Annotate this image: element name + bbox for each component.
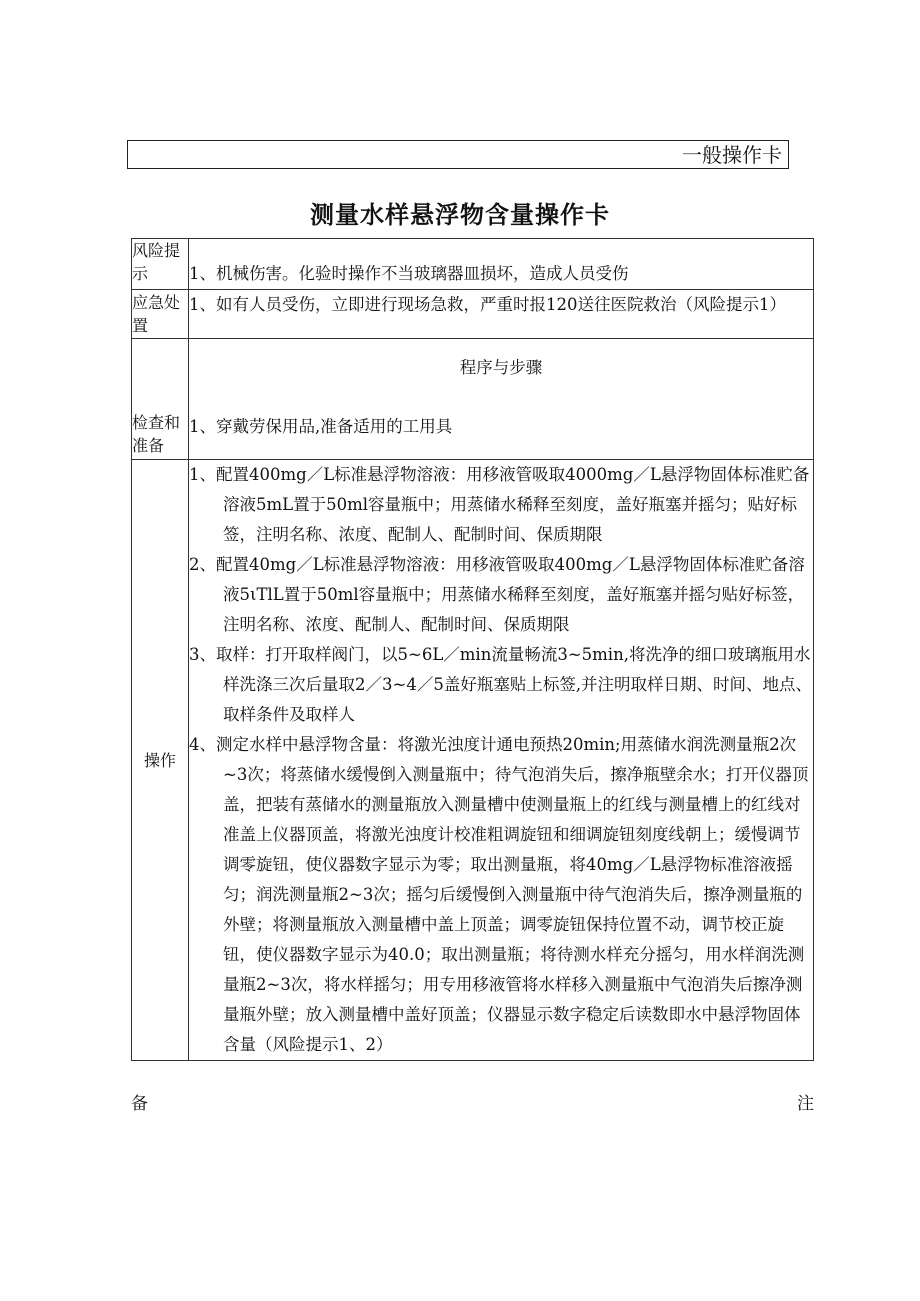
operation-step: 4、测定水样中悬浮物含量：将激光浊度计通电预热20min;用蒸储水润洗测量瓶2次~3次；将蒸储水缓慢倒入测量瓶中；待气泡消失后，擦净瓶壁余水；打开仪器顶盖，把装有蒸储水的测量瓶放入测量槽中使测量瓶上的红线与测量槽上的红线对准盖上仪器顶盖，将激光浊度计校准粗调旋钮和细调旋钮刻度线朝上；缓慢调节调零旋钮，使仪器数字显示为零；取出测量瓶，将40mg／L悬浮物标准溶液摇匀；润洗测量瓶2~3次；摇匀后缓慢倒入测量瓶中待气泡消失后，擦净测量瓶的外壁；将测量瓶放入测量槽中盖上顶盖；调零旋钮保持位置不动，调节校正旋钮，使仪器数字显示为40.0；取出测量瓶；将待测水样充分摇匀，用水样润洗测量瓶2~3次，将水样摇匀；用专用移液管将水样移入测量瓶中气泡消失后擦净测量瓶外壁；放入测量槽中盖好顶盖；仪器显示数字稳定后读数即水中悬浮物固体含量（风险提示1、2） [189, 735, 809, 1054]
risk-item: 1、机械伤害。化验时操作不当玻璃器皿损坏，造成人员受伤 [189, 264, 629, 283]
risk-label: 风险提 示 [132, 239, 189, 290]
remarks-label-left: 备 [131, 1094, 148, 1114]
emergency-content [189, 290, 814, 339]
operation-content [189, 460, 814, 1061]
emergency-label: 应急处 置 [132, 290, 189, 339]
risk-row [132, 239, 814, 290]
operation-step: 2、配置40mg／L标准悬浮物溶液：用移液管吸取400mg／L悬浮物固体标准贮备溶液5ιTlL置于50ml容量瓶中；用蒸储水稀释至刻度，盖好瓶塞并摇匀贴好标签，注明名称、浓度、配制人、配制时间、保质期限 [189, 555, 805, 634]
operation-row [132, 460, 814, 1061]
operation-card-table [131, 238, 814, 1061]
emergency-row [132, 290, 814, 339]
procedure-heading: 程序与步骤 [459, 358, 543, 377]
preparation-item: 1、穿戴劳保用品,准备适用的工用具 [189, 417, 453, 436]
card-type-box [127, 140, 789, 169]
document-title: 测量水样悬浮物含量操作卡 [310, 201, 610, 229]
remarks-label-right: 注 [797, 1094, 814, 1114]
preparation-content [189, 339, 814, 460]
preparation-row [132, 339, 814, 460]
card-type-label: 一般操作卡 [682, 143, 782, 167]
operation-step: 1、配置400mg／L标准悬浮物溶液：用移液管吸取4000mg／L悬浮物固体标准贮备溶液5mL置于50ml容量瓶中；用蒸储水稀释至刻度，盖好瓶塞并摇匀；贴好标签，注明名称、浓度、配制人、配制时间、保质期限 [189, 465, 810, 544]
emergency-item: 1、如有人员受伤，立即进行现场急救，严重时报120送往医院救治（风险提示1） [189, 295, 786, 314]
preparation-label: 检查和 准备 [132, 339, 189, 460]
risk-content [189, 239, 814, 290]
operation-step: 3、取样：打开取样阀门，以5~6L／min流量畅流3~5min,将洗净的细口玻璃瓶用水样洗涤三次后量取2／3~4／5盖好瓶塞贴上标签,并注明取样日期、时间、地点、取样条件及取样人 [189, 645, 813, 724]
operation-label: 操作 [132, 460, 189, 1061]
